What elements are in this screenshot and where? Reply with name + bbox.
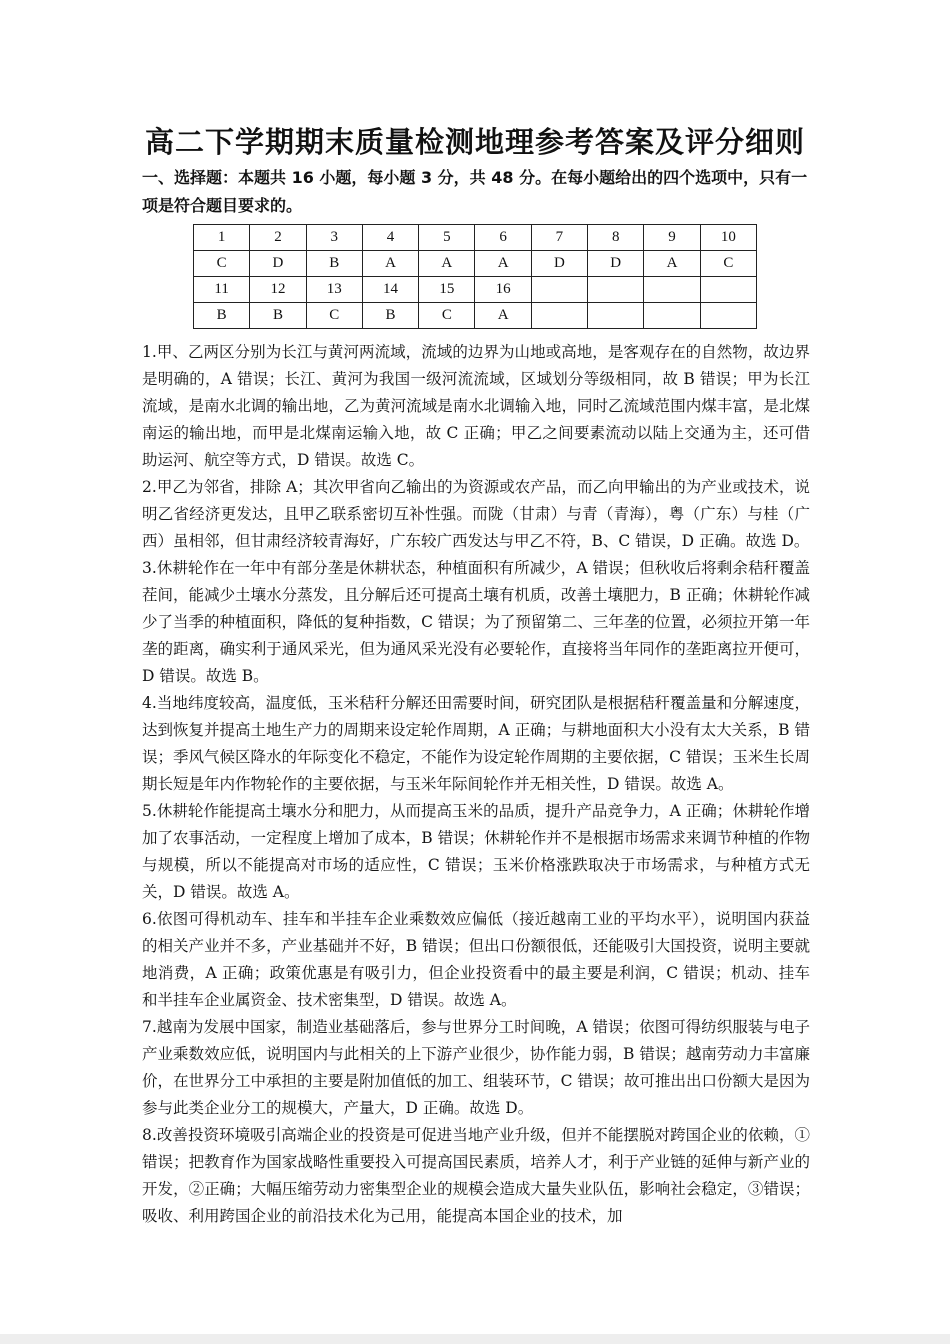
table-cell: 12 (250, 277, 306, 303)
table-cell: D (531, 251, 587, 277)
table-cell: 6 (475, 225, 531, 251)
table-cell: D (588, 251, 644, 277)
page-bottom-edge (0, 1334, 950, 1344)
section-heading: 一、选择题：本题共 16 小题，每小题 3 分，共 48 分。在每小题给出的四个选项中，只有一项是符合题目要求的。 (142, 168, 808, 215)
table-cell: A (362, 251, 418, 277)
explanation-7: 7.越南为发展中国家，制造业基础落后，参与世界分工时间晚，A 错误；依图可得纺织服装与电子产业乘数效应低，说明国内与此相关的上下游产业很少，协作能力弱，B 错误；越南劳动力丰富廉价，在世界分工中承担的主要是附加值低的加工、组装环节，C 错误；故可推出出口份额大是因为参与此类企业分工的规模大，产量大，D 正确。故选 D。 (142, 1018, 810, 1117)
table-cell: 2 (250, 225, 306, 251)
explanations (142, 339, 810, 1230)
table-row (194, 251, 757, 277)
table-cell (644, 277, 700, 303)
table-cell: A (475, 251, 531, 277)
explanation-4: 4.当地纬度较高，温度低，玉米秸秆分解还田需要时间，研究团队是根据秸秆覆盖量和分解速度，达到恢复并提高土地生产力的周期来设定轮作周期，A 正确；与耕地面积大小没有太大关系，B 错误；季风气候区降水的年际变化不稳定，不能作为设定轮作周期的主要依据，C 错误；玉米生长周期长短是年内作物轮作的主要依据，与玉米年际间轮作并无相关性，D 错误。故选 A。 (142, 694, 810, 793)
table-cell: 15 (419, 277, 475, 303)
table-cell: 9 (644, 225, 700, 251)
table-cell: 5 (419, 225, 475, 251)
table-cell: 3 (306, 225, 362, 251)
explanation-2: 2.甲乙为邻省，排除 A；其次甲省向乙输出的为资源或农产品，而乙向甲输出的为产业或技术，说明乙省经济更发达，且甲乙联系密切互补性强。而陇（甘肃）与青（青海），粤（广东）与桂（广西）虽相邻，但甘肃经济较青海好，广东较广西发达与甲乙不符，B、C 错误，D 正确。故选 D。 (142, 478, 810, 550)
explanation-6: 6.依图可得机动车、挂车和半挂车企业乘数效应偏低（接近越南工业的平均水平），说明国内获益的相关产业并不多，产业基础并不好，B 错误；但出口份额很低，还能吸引大国投资，说明主要就地消费，A 正确；政策优惠是有吸引力，但企业投资看中的最主要是利润，C 错误；机动、挂车和半挂车企业属资金、技术密集型，D 错误。故选 A。 (142, 910, 810, 1009)
table-cell: 4 (362, 225, 418, 251)
table-cell (644, 303, 700, 329)
table-cell: 1 (194, 225, 250, 251)
table-cell: 13 (306, 277, 362, 303)
table-cell: 11 (194, 277, 250, 303)
table-cell: C (700, 251, 756, 277)
table-cell: B (362, 303, 418, 329)
table-cell: 7 (531, 225, 587, 251)
explanation-1: 1.甲、乙两区分别为长江与黄河两流域，流域的边界为山地或高地，是客观存在的自然物，故边界是明确的，A 错误；长江、黄河为我国一级河流流域，区域划分等级相同，故 B 错误；甲为长江流域，是南水北调的输出地，乙为黄河流域是南水北调输入地，同时乙流域范围内煤丰富，是北煤南运的输出地，而甲是北煤南运输入地，故 C 正确；甲乙之间要素流动以陆上交通为主，还可借助运河、航空等方式，D 错误。故选 C。 (142, 343, 810, 469)
table-cell: C (306, 303, 362, 329)
table-cell: B (306, 251, 362, 277)
table-cell: 8 (588, 225, 644, 251)
table-cell: A (644, 251, 700, 277)
table-cell: 10 (700, 225, 756, 251)
table-cell: B (194, 303, 250, 329)
table-row (194, 303, 757, 329)
table-cell (588, 303, 644, 329)
answer-table (193, 224, 757, 329)
table-row (194, 277, 757, 303)
table-cell (588, 277, 644, 303)
table-cell: 16 (475, 277, 531, 303)
table-cell: C (419, 303, 475, 329)
table-row (194, 225, 757, 251)
table-cell (531, 303, 587, 329)
explanation-3: 3.休耕轮作在一年中有部分垄是休耕状态，种植面积有所减少，A 错误；但秋收后将剩余秸秆覆盖茬间，能减少土壤水分蒸发，且分解后还可提高土壤有机质，改善土壤肥力，B 正确；休耕轮作减少了当季的种植面积，降低的复种指数，C 错误；为了预留第二、三年垄的位置，必须拉开第一年垄的距离，确实利于通风采光，但为通风采光没有必要轮作，直接将当年同作的垄距离拉开便可，D 错误。故选 B。 (142, 559, 810, 685)
table-cell (531, 277, 587, 303)
table-cell: C (194, 251, 250, 277)
explanation-8: 8.改善投资环境吸引高端企业的投资是可促进当地产业升级，但并不能摆脱对跨国企业的依赖，①错误；把教育作为国家战略性重要投入可提高国民素质，培养人才，利于产业链的延伸与新产业的开发，②正确；大幅压缩劳动力密集型企业的规模会造成大量失业队伍，影响社会稳定，③错误；吸收、利用跨国企业的前沿技术化为己用，能提高本国企业的技术，加 (142, 1126, 810, 1225)
table-cell: A (475, 303, 531, 329)
table-cell: 14 (362, 277, 418, 303)
table-cell (700, 277, 756, 303)
explanation-5: 5.休耕轮作能提高土壤水分和肥力，从而提高玉米的品质，提升产品竞争力，A 正确；休耕轮作增加了农事活动，一定程度上增加了成本，B 错误；休耕轮作并不是根据市场需求来调节种植的作物与规模，所以不能提高对市场的适应性，C 错误；玉米价格涨跌取决于市场需求，与种植方式无关，D 错误。故选 A。 (142, 802, 810, 901)
table-cell: A (419, 251, 475, 277)
table-cell: D (250, 251, 306, 277)
table-cell (700, 303, 756, 329)
page-title: 高二下学期期末质量检测地理参考答案及评分细则 (144, 125, 805, 159)
table-cell: B (250, 303, 306, 329)
